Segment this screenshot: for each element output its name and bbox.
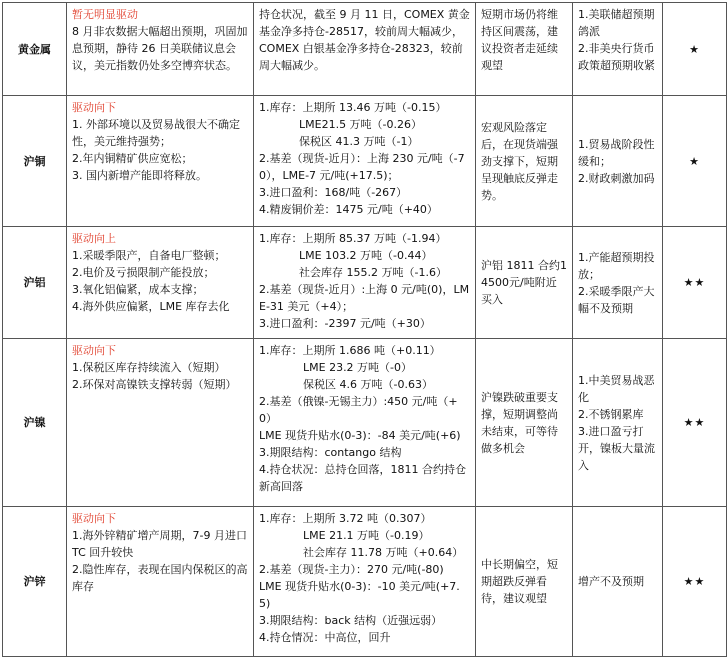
fundamental-line: LME 103.2 万吨（-0.44）	[299, 249, 433, 262]
risk-cell	[573, 227, 663, 339]
risk-point: 2.采暖季限产大幅不及预期	[578, 284, 655, 315]
fundamental-line: 4.精废铜价差：1475 元/吨（+40）	[259, 203, 438, 216]
fundamental-line: 4.持仓状况：总持仓回落，1811 合约持仓新高回落	[259, 463, 466, 493]
fundamental-line: 持仓状况，截至 9 月 11 日，COMEX 黄金基金净多持仓-28517，较前周大幅减少，COMEX 白银基金净多持仓-28323，较前周大幅减少。	[259, 8, 470, 72]
driver-point: 3. 国内新增产能即将释放。	[72, 169, 207, 182]
driver-cell	[67, 96, 254, 227]
driver-cell	[67, 507, 254, 657]
fundamentals-cell	[254, 507, 476, 657]
rating-stars: ★★	[663, 339, 727, 507]
risk-cell	[573, 3, 663, 96]
risk-point: 增产不及预期	[578, 575, 644, 588]
risk-point: 1.贸易战阶段性缓和；	[578, 137, 655, 168]
fundamental-line: 2.基差（现货-近月）：上海 230 元/吨（-70），LME-7 元/吨(+17.5)；	[259, 152, 465, 182]
table-row-copper	[3, 96, 727, 227]
table-row-gold	[3, 3, 727, 96]
fundamental-line: 2.基差（现货-主力）：270 元/吨(-80)	[259, 563, 444, 576]
rating-stars: ★★	[663, 227, 727, 339]
metal-name-cell: 沪锌	[3, 507, 67, 657]
metal-name-cell: 沪铝	[3, 227, 67, 339]
risk-point: 2.不锈钢累库	[578, 407, 644, 421]
fundamental-line: 社会库存 11.78 万吨（+0.64）	[303, 546, 464, 559]
metals-analysis-table	[2, 2, 727, 657]
rating-stars: ★★	[663, 507, 727, 657]
fundamental-line: 保税区 4.6 万吨（-0.63）	[303, 378, 433, 391]
driver-point: 2.年内铜精矿供应宽松；	[72, 152, 193, 165]
driver-cell	[67, 3, 254, 96]
fundamental-line: 3.进口盈利：-2397 元/吨（+30）	[259, 317, 431, 330]
risk-cell	[573, 507, 663, 657]
view-cell: 沪镍跌破重要支撑，短期调整尚未结束，可等待做多机会	[476, 339, 573, 507]
driver-headline: 驱动向下	[72, 344, 116, 357]
view-cell: 短期市场仍将维持区间震荡，建议投资者走延续观望	[476, 3, 573, 96]
fundamentals-cell	[254, 227, 476, 339]
driver-point: 1.保税区库存持续流入（短期）	[72, 361, 226, 374]
fundamental-line: LME 现货升贴水(0-3)：-84 美元/吨(+6)	[259, 429, 461, 442]
driver-point: 2.环保对高镍铁支撑转弱（短期）	[72, 378, 237, 391]
fundamental-line: LME21.5 万吨（-0.26）	[299, 118, 423, 131]
risk-point: 2.非美央行货币政策超预期收紧	[578, 42, 655, 72]
fundamental-line: 4.持仓情况：中高位，回升	[259, 631, 391, 644]
fundamental-line: 1.库存：上期所 85.37 万吨（-1.94）	[259, 232, 447, 245]
driver-cell	[67, 339, 254, 507]
driver-point: 4.海外供应偏紧，LME 库存去化	[72, 300, 230, 313]
risk-cell	[573, 339, 663, 507]
risk-point: 1.产能超预期投放；	[578, 250, 655, 281]
fundamental-line: 2.基差（现货-近月）:上海 0 元/吨(0)，LME-31 美元（+4）；	[259, 283, 470, 313]
fundamental-line: 2.基差（俄镍-无锡主力）:450 元/吨（+0）	[259, 395, 458, 425]
driver-headline: 暂无明显驱动	[72, 8, 138, 21]
risk-point: 1.美联储超预期鸽派	[578, 8, 655, 38]
table-row-aluminum	[3, 227, 727, 339]
metal-name-cell: 黄金属	[3, 3, 67, 96]
fundamental-line: LME 现货升贴水(0-3)：-10 美元/吨(+7.5)	[259, 580, 460, 610]
view-cell: 沪铝 1811 合约14500元/吨附近买入	[476, 227, 573, 339]
rating-stars: ★	[663, 3, 727, 96]
fundamentals-cell	[254, 339, 476, 507]
driver-point: 3.氧化铝偏紧，成本支撑；	[72, 283, 204, 296]
driver-point: 2.电价及亏损限制产能投放；	[72, 266, 215, 279]
driver-point: 1.海外锌精矿增产周期，7-9 月进口 TC 回升较快	[72, 529, 247, 559]
driver-point: 8 月非农数据大幅超出预期，巩固加息预期，静待 26 日美联储议息会议，美元指数仍处多空博弈状态。	[72, 25, 248, 72]
fundamental-line: 1.库存：上期所 13.46 万吨（-0.15）	[259, 101, 447, 114]
view-cell: 中长期偏空，短期超跌反弹看待，建议观望	[476, 507, 573, 657]
driver-headline: 驱动向上	[72, 232, 116, 245]
risk-cell	[573, 96, 663, 227]
table-row-zinc	[3, 507, 727, 657]
risk-point: 3.进口盈亏打开，镍板大量流入	[578, 424, 655, 472]
fundamentals-cell	[254, 3, 476, 96]
driver-point: 1.采暖季限产，自备电厂整顿；	[72, 249, 226, 262]
fundamental-line: 1.库存：上期所 3.72 吨（0.307）	[259, 512, 432, 525]
fundamental-line: 3.进口盈利：168/吨（-267）	[259, 186, 408, 199]
fundamental-line: LME 21.1 万吨（-0.19）	[303, 529, 430, 542]
risk-point: 1.中美贸易战恶化	[578, 373, 655, 404]
fundamental-line: LME 23.2 万吨（-0）	[303, 361, 413, 374]
driver-point: 2.隐性库存，表现在国内保税区的高库存	[72, 563, 248, 593]
fundamental-line: 1.库存：上期所 1.686 吨（+0.11）	[259, 344, 441, 357]
metal-name-cell: 沪镍	[3, 339, 67, 507]
fundamental-line: 3.期限结构：back 结构（近强远弱）	[259, 614, 443, 627]
fundamental-line: 社会库存 155.2 万吨（-1.6）	[299, 266, 447, 279]
driver-headline: 驱动向下	[72, 512, 116, 525]
fundamentals-cell	[254, 96, 476, 227]
risk-point: 2.财政刺激加码	[578, 171, 655, 185]
fundamental-line: 保税区 41.3 万吨（-1）	[299, 135, 419, 148]
table-row-nickel	[3, 339, 727, 507]
fundamental-line: 3.期限结构：contango 结构	[259, 446, 402, 459]
view-cell: 宏观风险落定后，在现货端强劲支撑下，短期呈现触底反弹走势。	[476, 96, 573, 227]
metal-name-cell: 沪铜	[3, 96, 67, 227]
driver-headline: 驱动向下	[72, 101, 116, 114]
driver-point: 1. 外部环境以及贸易战很大不确定性，美元维持强势；	[72, 118, 240, 148]
driver-cell	[67, 227, 254, 339]
rating-stars: ★	[663, 96, 727, 227]
